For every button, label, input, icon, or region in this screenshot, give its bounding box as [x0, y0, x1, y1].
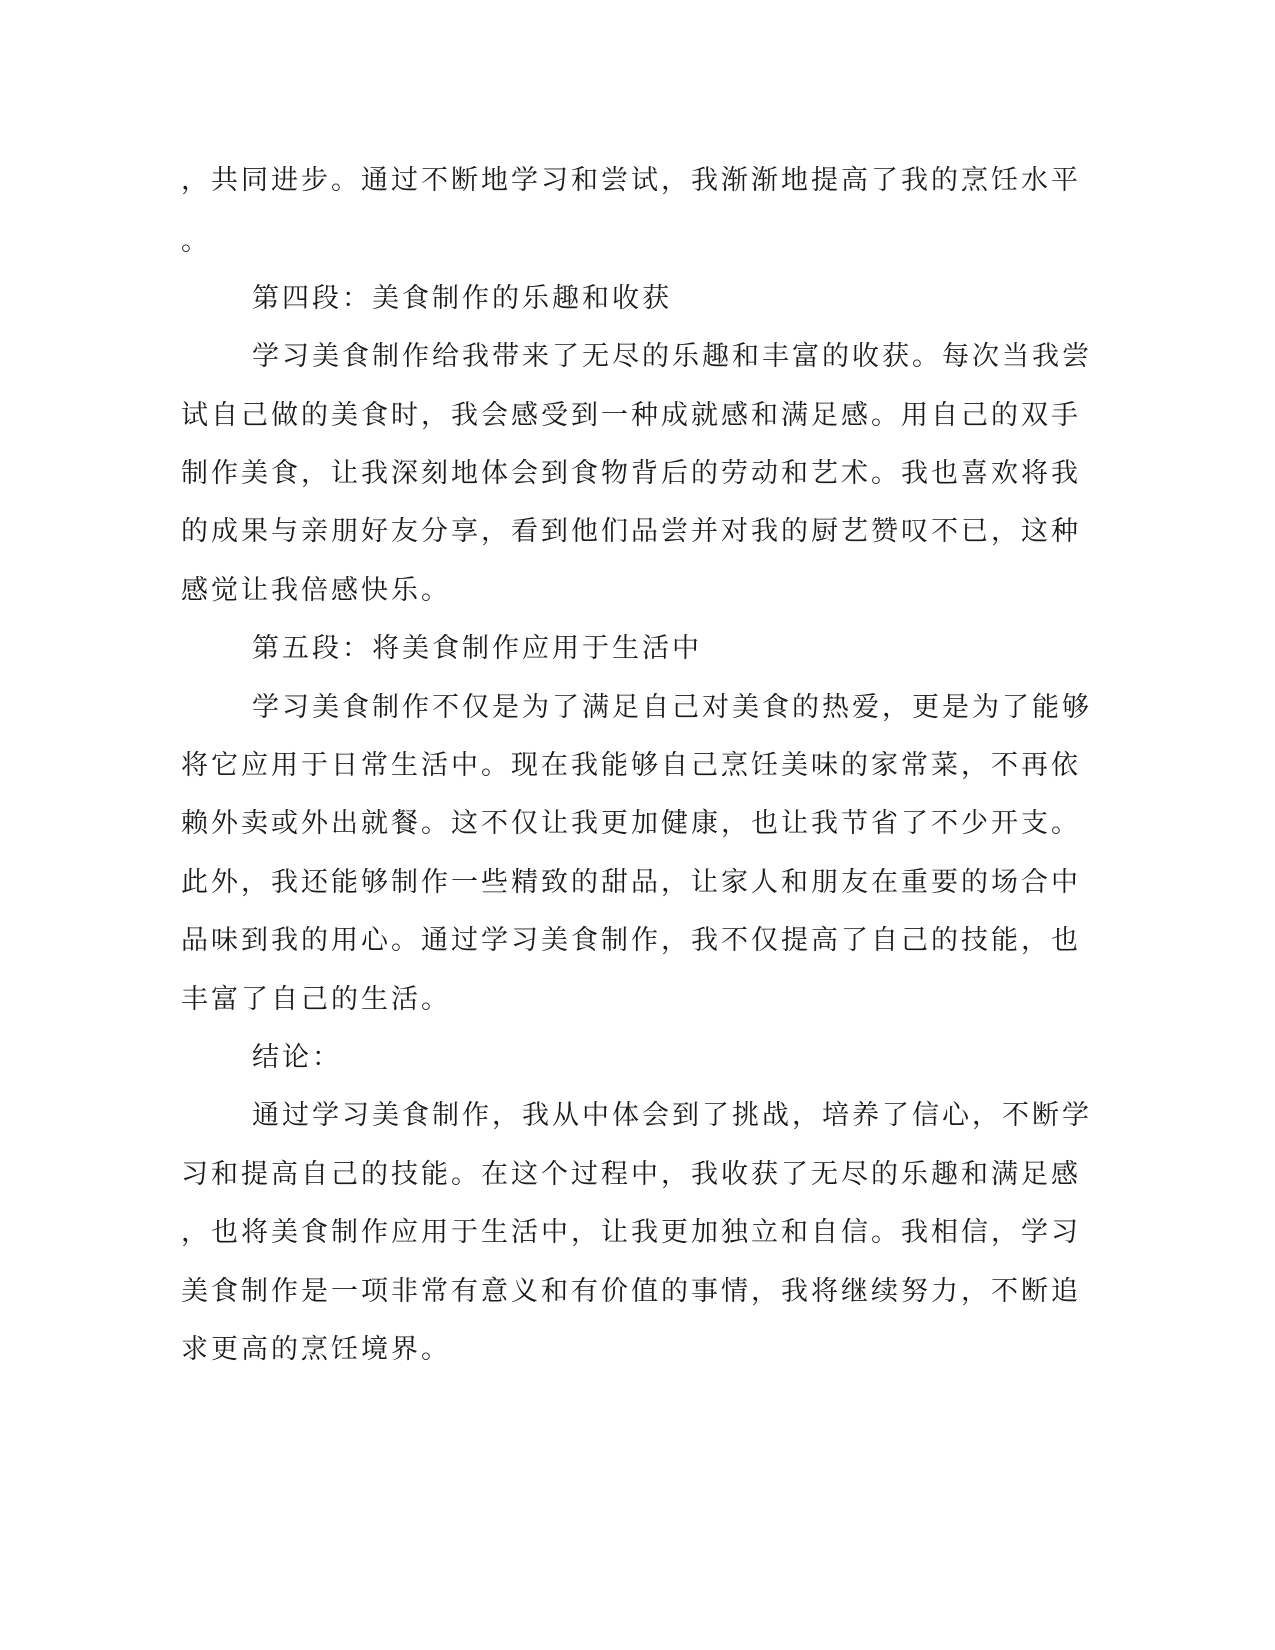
text-line: 制作美食，让我深刻地体会到食物背后的劳动和艺术。我也喜欢将我	[181, 458, 1081, 489]
text-line: 此外，我还能够制作一些精致的甜品，让家人和朋友在重要的场合中	[181, 867, 1081, 898]
text-line: ，共同进步。通过不断地学习和尝试，我渐渐地提高了我的烹饪水平	[181, 165, 1081, 196]
text-line: 习和提高自己的技能。在这个过程中，我收获了无尽的乐趣和满足感	[181, 1159, 1081, 1190]
section-heading-4: 第四段：美食制作的乐趣和收获	[252, 283, 672, 314]
paragraph-first-line: 学习美食制作不仅是为了满足自己对美食的热爱，更是为了能够	[252, 692, 1092, 723]
text-line: ，也将美食制作应用于生活中，让我更加独立和自信。我相信，学习	[181, 1217, 1081, 1248]
paragraph-first-line: 学习美食制作给我带来了无尽的乐趣和丰富的收获。每次当我尝	[252, 341, 1092, 372]
text-line: 丰富了自己的生活。	[181, 984, 451, 1015]
text-line: 。	[181, 226, 211, 257]
section-heading-5: 第五段：将美食制作应用于生活中	[252, 633, 702, 664]
text-line: 赖外卖或外出就餐。这不仅让我更加健康，也让我节省了不少开支。	[181, 808, 1081, 839]
text-line: 试自己做的美食时，我会感受到一种成就感和满足感。用自己的双手	[181, 400, 1081, 431]
conclusion-heading: 结论：	[252, 1042, 342, 1073]
text-line: 美食制作是一项非常有意义和有价值的事情，我将继续努力，不断追	[181, 1276, 1081, 1307]
paragraph-first-line: 通过学习美食制作，我从中体会到了挑战，培养了信心，不断学	[252, 1100, 1092, 1131]
text-line: 的成果与亲朋好友分享，看到他们品尝并对我的厨艺赞叹不已，这种	[181, 516, 1081, 547]
text-line: 求更高的烹饪境界。	[181, 1334, 451, 1365]
text-line: 将它应用于日常生活中。现在我能够自己烹饪美味的家常菜，不再依	[181, 750, 1081, 781]
text-line: 品味到我的用心。通过学习美食制作，我不仅提高了自己的技能，也	[181, 925, 1081, 956]
text-line: 感觉让我倍感快乐。	[181, 575, 451, 606]
